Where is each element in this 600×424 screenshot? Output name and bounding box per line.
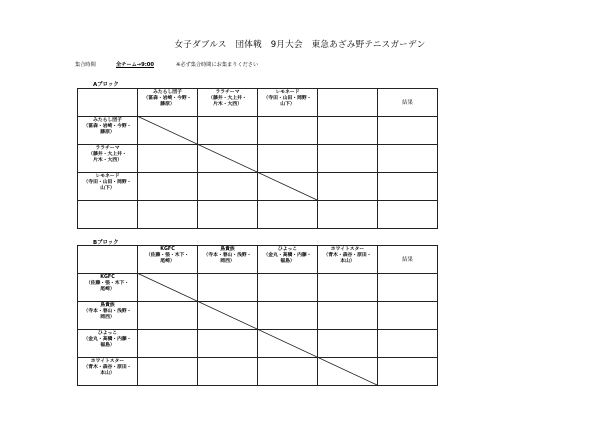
empty-cell (258, 201, 318, 229)
row-head-team: 鳥貴族 （寺本・春山・浅野・ 岡西） (78, 302, 138, 330)
score-cell (138, 330, 198, 358)
score-cell (318, 274, 378, 302)
result-cell (378, 173, 438, 201)
score-cell (198, 358, 258, 386)
result-cell (378, 358, 438, 386)
score-cell (198, 274, 258, 302)
score-cell (258, 117, 318, 145)
score-cell (318, 330, 378, 358)
score-cell (198, 302, 258, 330)
score-cell (138, 117, 198, 145)
block-a-label: Aブロック (93, 82, 119, 88)
page-title: 女子ダブルス 団体戦 9月大会 東急あざみ野テニスガーデン (174, 40, 426, 50)
meeting-note: ※必ず集合時間にお集まりください (176, 62, 259, 68)
empty-cell (318, 89, 378, 117)
score-cell (258, 274, 318, 302)
col-head-team: みたらし団子 （冨森・岩崎・今野・ 藤原） (138, 89, 198, 117)
row-head-team: ひよっこ （金丸・高橋・内藤・ 福島） (78, 330, 138, 358)
block-b-table (77, 245, 438, 386)
score-cell (258, 302, 318, 330)
score-cell (258, 330, 318, 358)
score-cell (138, 274, 198, 302)
score-cell (258, 173, 318, 201)
empty-cell (378, 201, 438, 229)
score-cell (138, 145, 198, 173)
empty-cell (138, 201, 198, 229)
score-cell (318, 173, 378, 201)
row-head-team: KGFC （佐藤・張・木下・ 尾崎） (78, 274, 138, 302)
result-cell (378, 117, 438, 145)
empty-cell (78, 201, 138, 229)
col-head-team: KGFC （佐藤・張・木下・ 尾崎） (138, 246, 198, 274)
score-cell (198, 145, 258, 173)
result-cell (378, 274, 438, 302)
score-cell (318, 302, 378, 330)
meeting-label: 集合時間 (75, 62, 96, 68)
corner-cell (78, 246, 138, 274)
score-cell (138, 173, 198, 201)
score-cell (318, 145, 378, 173)
row-head-team: ララチーマ （藤井・大上井・ 片木・大西） (78, 145, 138, 173)
row-head-team: ホワイトスター （青木・森谷・原田・ 本山） (78, 358, 138, 386)
result-header: 結果 (378, 246, 438, 274)
score-cell (138, 358, 198, 386)
score-cell (258, 145, 318, 173)
score-cell (198, 330, 258, 358)
col-head-team: ひよっこ （金丸・高橋・内藤・ 福島） (258, 246, 318, 274)
result-cell (378, 302, 438, 330)
score-cell (318, 117, 378, 145)
col-head-team: レモネード （寺田・山田・岡野・ 山下） (258, 89, 318, 117)
col-head-team: 鳥貴族 （寺本・春山・浅野・ 岡西） (198, 246, 258, 274)
row-head-team: レモネード （寺田・山田・岡野・ 山下） (78, 173, 138, 201)
block-b-label: Bブロック (93, 240, 119, 246)
empty-cell (198, 201, 258, 229)
result-cell (378, 145, 438, 173)
score-cell (138, 302, 198, 330)
result-cell (378, 330, 438, 358)
block-a-table (77, 88, 438, 229)
result-header: 結果 (378, 89, 438, 117)
score-cell (198, 173, 258, 201)
empty-cell (318, 201, 378, 229)
score-cell (198, 117, 258, 145)
row-head-team: みたらし団子 （冨森・岩崎・今野・ 藤原） (78, 117, 138, 145)
score-cell (258, 358, 318, 386)
corner-cell (78, 89, 138, 117)
score-cell (318, 358, 378, 386)
col-head-team: ホワイトスター （青木・森谷・原田・ 本山） (318, 246, 378, 274)
meeting-time: 全チーム→9:00 (116, 62, 154, 68)
col-head-team: ララチーマ （藤井・大上井・ 片木・大西） (198, 89, 258, 117)
